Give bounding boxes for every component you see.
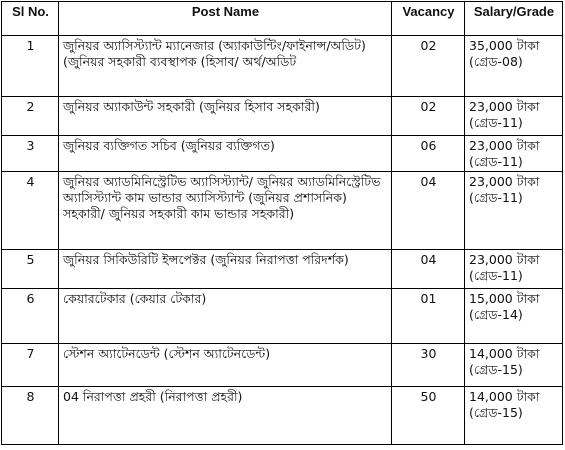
post-name-cell — [59, 97, 392, 136]
salary-cell — [465, 250, 563, 289]
salary-grade: (গ্রেড-15) — [469, 405, 523, 420]
sl-cell: 5 — [2, 250, 59, 289]
post-name-cell — [59, 36, 392, 97]
salary-amount: 23,000 টাকা — [469, 252, 540, 267]
vacancy-cell: 30 — [392, 344, 465, 387]
salary-cell — [465, 387, 563, 445]
post-name-text: জুনিয়র ব্যক্তিগত সচিব (জুনিয়র ব্যক্তিগত) — [63, 138, 275, 153]
sl-cell: 1 — [2, 36, 59, 97]
salary-amount: 35,000 টাকা — [469, 38, 540, 53]
vacancy-cell: 06 — [392, 136, 465, 172]
salary-grade: (গ্রেড-15) — [469, 362, 523, 377]
table-row — [2, 97, 563, 136]
sl-cell: 4 — [2, 172, 59, 250]
post-name-text: স্টেশন অ্যাটেনডেন্ট (স্টেশন অ্যাটেনডেন্ট) — [63, 346, 271, 361]
post-name-text: জুনিয়র সিকিউরিটি ইন্সপেক্টর (জুনিয়র নিরাপত্তা পরিদর্শক) — [63, 252, 349, 267]
salary-grade: (গ্রেড-08) — [469, 54, 523, 69]
table-row — [2, 172, 563, 250]
table-row — [2, 136, 563, 172]
salary-cell — [465, 172, 563, 250]
post-name-cell — [59, 172, 392, 250]
header-row — [2, 2, 563, 36]
sl-cell: 8 — [2, 387, 59, 445]
salary-amount: 14,000 টাকা — [469, 346, 540, 361]
post-name-text: জুনিয়র অ্যাকাউন্ট সহকারী (জুনিয়র হিসাব সহকারী) — [63, 99, 320, 114]
salary-grade: (গ্রেড-14) — [469, 307, 523, 322]
salary-cell — [465, 97, 563, 136]
post-name-text: জুনিয়র অ্যাসিস্ট্যান্ট ম্যানেজার (অ্যাকাউন্টিং/ফাইনান্স/অডিট) (জুনিয়র সহকারী ব্যবস্থাপক (হিসাব/ অর্থ/অডিট — [63, 38, 366, 69]
post-name-text: 04 নিরাপত্তা প্রহরী (নিরাপত্তা প্রহরী) — [63, 389, 243, 404]
table-row — [2, 289, 563, 344]
salary-grade: (গ্রেড-11) — [469, 190, 523, 205]
vacancy-cell: 04 — [392, 172, 465, 250]
salary-cell — [465, 36, 563, 97]
salary-cell — [465, 136, 563, 172]
table-row — [2, 250, 563, 289]
vacancy-cell: 50 — [392, 387, 465, 445]
salary-cell — [465, 344, 563, 387]
post-name-cell — [59, 136, 392, 172]
table-row — [2, 387, 563, 445]
salary-grade: (গ্রেড-11) — [469, 268, 523, 283]
sl-cell: 7 — [2, 344, 59, 387]
salary-grade: (গ্রেড-11) — [469, 154, 523, 169]
salary-amount: 23,000 টাকা — [469, 138, 540, 153]
vacancy-cell: 01 — [392, 289, 465, 344]
salary-amount: 23,000 টাকা — [469, 99, 540, 114]
salary-amount: 23,000 টাকা — [469, 174, 540, 189]
post-name-text: জুনিয়র অ্যাডমিনিস্ট্রেটিভ অ্যাসিস্ট্যান্ট/ জুনিয়র অ্যাডমিনিস্ট্রেটিভ অ্যাসিস্ট্যান্ট কাম ভান্ডার অ্যাসিস্ট্যান্ট (জুনিয়র প্রশাসনিক) সহকারী/ জুনিয়র সহকারী কাম ভান্ডার সহকারী) — [63, 174, 381, 221]
salary-amount: 14,000 টাকা — [469, 389, 540, 404]
vacancy-cell: 04 — [392, 250, 465, 289]
post-name-text: কেয়ারটেকার (কেয়ার টেকার) — [63, 291, 207, 306]
sl-cell: 6 — [2, 289, 59, 344]
vacancy-cell: 02 — [392, 97, 465, 136]
header-sl-no: Sl No. — [2, 2, 59, 36]
header-salary-grade: Salary/Grade — [465, 2, 563, 36]
post-name-cell — [59, 387, 392, 445]
salary-cell — [465, 289, 563, 344]
salary-grade: (গ্রেড-11) — [469, 115, 523, 130]
post-name-cell — [59, 344, 392, 387]
post-name-cell — [59, 289, 392, 344]
table-row — [2, 36, 563, 97]
vacancy-cell: 02 — [392, 36, 465, 97]
sl-cell: 2 — [2, 97, 59, 136]
header-post-name: Post Name — [59, 2, 392, 36]
header-vacancy: Vacancy — [392, 2, 465, 36]
table-row — [2, 344, 563, 387]
post-name-cell — [59, 250, 392, 289]
salary-amount: 15,000 টাকা — [469, 291, 540, 306]
sl-cell: 3 — [2, 136, 59, 172]
vacancy-table — [1, 1, 563, 445]
